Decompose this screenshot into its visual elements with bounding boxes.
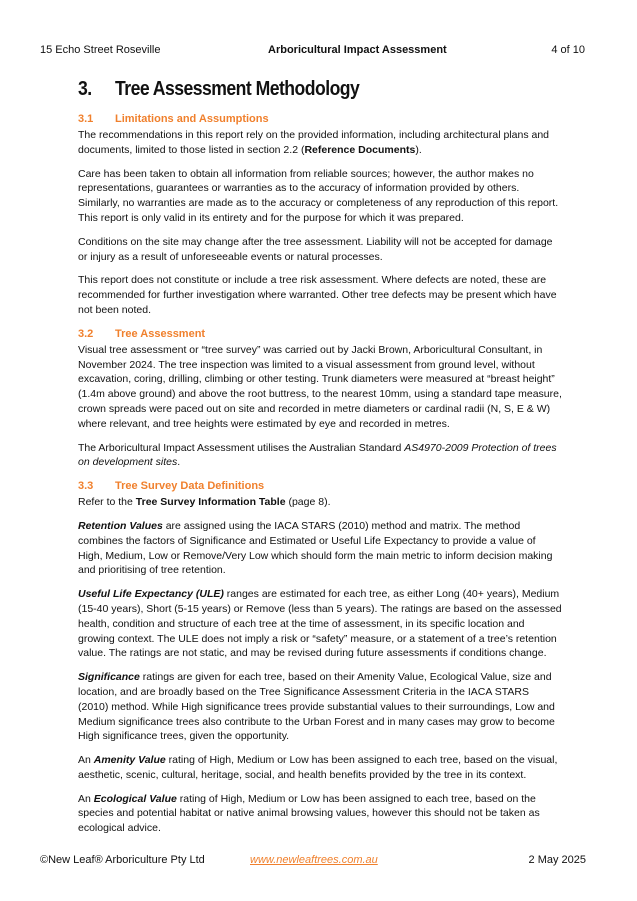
header-page-number: 4 of 10: [551, 44, 585, 56]
header-address: 15 Echo Street Roseville: [40, 44, 161, 56]
paragraph-significance: Significance ratings are given for each tree, based on their Amenity Value, Ecological Value, size and location, and are broadly based on the Tree Significance Assessment Criteria in the IACA STARS (2010) method. While High significance trees provide substantial values to their surroundings, Low and Medium significance trees also contribute to the Urban Forest and in many cases may grow to become High significance trees, given the opportunity.: [78, 671, 555, 743]
subsection-number: 3.2: [78, 327, 94, 340]
subsection-heading-3-2: [78, 327, 562, 341]
paragraph-limitations-1: The recommendations in this report rely on the provided information, including architectural plans and documents, limited to those listed in section 2.2 (Reference Documents).: [78, 129, 550, 156]
subsection-title: Tree Survey Data Definitions: [115, 480, 265, 493]
paragraph-retention-values: Retention Values are assigned using the IACA STARS (2010) method and matrix. The method combines the factors of Significance and Estimated or Useful Life Expectancy to provide a value of High, Medium, Low or Remove/Very Low which should form the main metric to inform decision making and prioritising of tree retention.: [78, 519, 553, 577]
paragraph-limitations-3: Conditions on the site may change after the tree assessment. Liability will not be accepted for damage or injury as a result of unforeseeable events or natural processes.: [78, 235, 553, 263]
paragraph-amenity-value: An Amenity Value rating of High, Medium or Low has been assigned to each tree, based on the visual, aesthetic, scenic, cultural, heritage, social, and health benefits provided by the tree in its context.: [78, 754, 558, 781]
section-number: 3.: [78, 78, 92, 100]
paragraph-ecological-value: An Ecological Value rating of High, Medium or Low has been assigned to each tree, based on the species and potential habitat or native animal browsing values, however this should not be taken as ecological advice.: [78, 792, 540, 835]
footer-website-link[interactable]: www.newleaftrees.com.au: [250, 854, 378, 866]
paragraph-tree-assessment-2: The Arboricultural Impact Assessment utilises the Australian Standard AS4970-2009 Protection of trees on development sites.: [78, 441, 557, 469]
section-title: Tree Assessment Methodology: [115, 78, 360, 100]
paragraph-limitations-2: Care has been taken to obtain all information from reliable sources; however, the author makes no representations, guarantees or warranties as to the accuracy of information provided by others. Similarly, no warranties are made as to the accuracy or completeness of any reproduction of this report. This report is only valid in its entirety and for the purpose for which it was prepared.: [78, 167, 559, 224]
paragraph-limitations-4: This report does not constitute or include a tree risk assessment. Where defects are noted, these are recommended for further investigation where warranted. Other tree defects may be present which have not been noted.: [78, 274, 557, 316]
subsection-title: Tree Assessment: [115, 327, 206, 340]
subsection-number: 3.1: [78, 113, 94, 125]
paragraph-refer-table: Refer to the Tree Survey Information Table (page 8).: [78, 496, 331, 509]
header-document-title: Arboricultural Impact Assessment: [268, 44, 447, 56]
section-heading: [78, 78, 562, 101]
subsection-heading-3-3: [78, 479, 562, 493]
footer-company: ©New Leaf® Arboriculture Pty Ltd: [40, 854, 205, 866]
subsection-number: 3.3: [78, 480, 94, 493]
paragraph-ule: Useful Life Expectancy (ULE) ranges are estimated for each tree, as either Long (40+ years), Medium (15-40 years), Short (5-15 years) or Remove (less than 5 years). The ratings are based on the assessed health, condition and structure of each tree at the time of assessment, in its specific location and growing context. The ULE does not imply a risk or “safety” measure, or a statement of a tree’s retention value. The ratings are not static, and may be revised during future assessments if conditions change.: [78, 588, 562, 660]
subsection-title: Limitations and Assumptions: [115, 113, 269, 125]
footer-date: 2 May 2025: [528, 854, 586, 866]
subsection-heading-3-1: [78, 112, 562, 126]
page-content: [78, 78, 562, 845]
paragraph-tree-assessment-1: Visual tree assessment or “tree survey” was carried out by Jacki Brown, Arboricultural Consultant, in November 2024. The tree inspection was limited to a visual assessment from ground level, without excavation, coring, drilling, climbing or other testing. Trunk diameters were measured at “breast height” (1.4m above ground) and above the root buttress, to the nearest 10mm, using a standard tape measure, crown spreads were paced out on site and recorded in metre diameters or cardinal radii (N, S, E & W) where relevant, and tree heights were estimated by eye and recorded in metres.: [78, 343, 562, 430]
